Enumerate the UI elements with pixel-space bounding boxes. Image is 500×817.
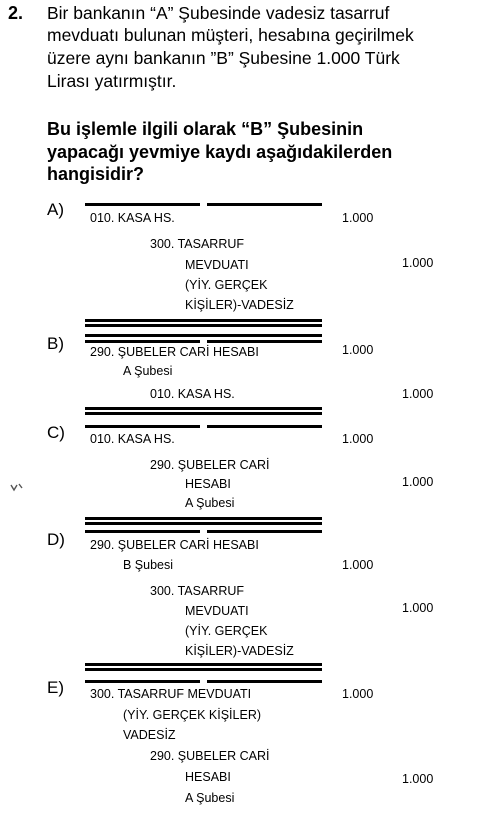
option-c-label[interactable]: C) <box>47 423 65 442</box>
option-c-bottom-rule-2 <box>85 522 322 525</box>
option-a-debit-account: 010. KASA HS. <box>90 211 175 225</box>
question-stem-line-1: Bir bankanın “A” Şubesinde vadesiz tasarruf <box>47 3 390 23</box>
option-e-debit-amount: 1.000 <box>342 687 374 701</box>
option-b-bottom-rule-1 <box>85 407 322 410</box>
option-d-bottom-rule-1 <box>85 663 322 666</box>
option-b-debit-amount: 1.000 <box>342 343 374 357</box>
option-d-debit-line-1: 290. ŞUBELER CARİ HESABI <box>90 538 259 552</box>
option-a-label[interactable]: A) <box>47 200 64 219</box>
option-a-credit-line-4: KİŞİLER)-VADESİZ <box>185 298 294 312</box>
option-b-credit-amount: 1.000 <box>402 387 434 401</box>
question-number: 2. <box>8 3 24 23</box>
question-prompt-line-2: yapacağı yevmiye kaydı aşağıdakilerden <box>47 142 393 162</box>
option-d-label[interactable]: D) <box>47 530 65 549</box>
question-prompt-line-1: Bu işlemle ilgili olarak “B” Şubesinin <box>47 119 364 139</box>
option-d-top-rule-left <box>85 530 200 533</box>
option-c-top-rule-left <box>85 425 200 428</box>
option-b-debit-line-1: 290. ŞUBELER CARİ HESABI <box>90 345 259 359</box>
option-a-bottom-rule-1 <box>85 319 322 322</box>
option-e-credit-line-2: HESABI <box>185 770 231 784</box>
option-b-label[interactable]: B) <box>47 334 64 353</box>
option-c-debit-account: 010. KASA HS. <box>90 432 175 446</box>
option-c-credit-amount: 1.000 <box>402 475 434 489</box>
option-e-credit-line-1: 290. ŞUBELER CARİ <box>150 749 270 763</box>
option-e-credit-line-3: A Şubesi <box>185 791 235 805</box>
option-a-top-rule-left <box>85 203 200 206</box>
option-d-bottom-rule-2 <box>85 668 322 671</box>
question-stem-line-3: üzere aynı bankanın ”B” Şubesine 1.000 Türk <box>47 48 400 68</box>
option-e-debit-line-2: (YİY. GERÇEK KİŞİLER) <box>123 708 262 722</box>
option-b-debit-line-2: A Şubesi <box>123 364 173 378</box>
option-a-top-rule-right <box>207 203 322 206</box>
option-d-credit-line-4: KİŞİLER)-VADESİZ <box>185 644 294 658</box>
option-c-credit-line-2: HESABI <box>185 477 231 491</box>
option-b-credit-account: 010. KASA HS. <box>150 387 235 401</box>
question-stem-line-2: mevduatı bulunan müşteri, hesabına geçirilmek <box>47 25 414 45</box>
option-d-credit-line-2: MEVDUATI <box>185 604 249 618</box>
option-d-top-rule-right <box>207 530 322 533</box>
option-c-top-rule-right <box>207 425 322 428</box>
question-stem-line-4: Lirası yatırmıştır. <box>47 71 177 91</box>
option-e-debit-line-1: 300. TASARRUF MEVDUATI <box>90 687 252 701</box>
option-a-bottom-rule-2 <box>85 324 322 327</box>
option-a-debit-amount: 1.000 <box>342 211 374 225</box>
option-a-credit-line-3: (YİY. GERÇEK <box>185 278 268 292</box>
option-d-debit-line-2: B Şubesi <box>123 558 174 572</box>
question-prompt-line-3: hangisidir? <box>47 164 145 184</box>
option-a-credit-line-2: MEVDUATI <box>185 258 249 272</box>
option-d-credit-line-3: (YİY. GERÇEK <box>185 624 268 638</box>
option-d-debit-amount: 1.000 <box>342 558 374 572</box>
option-e-label[interactable]: E) <box>47 678 64 697</box>
option-c-bottom-rule-1 <box>85 517 322 520</box>
option-e-top-rule-left <box>85 680 200 683</box>
option-b-bottom-rule-2 <box>85 412 322 415</box>
option-d-credit-amount: 1.000 <box>402 601 434 615</box>
option-c-credit-line-3: A Şubesi <box>185 496 235 510</box>
option-d-credit-line-1: 300. TASARRUF <box>150 584 245 598</box>
option-e-debit-line-3: VADESİZ <box>123 728 176 742</box>
option-a-credit-amount: 1.000 <box>402 256 434 270</box>
option-e-top-rule-right <box>207 680 322 683</box>
option-c-debit-amount: 1.000 <box>342 432 374 446</box>
option-b-top-rule-1 <box>85 334 322 337</box>
option-a-credit-line-1: 300. TASARRUF <box>150 237 245 251</box>
option-e-credit-amount: 1.000 <box>402 772 434 786</box>
scan-artifact-mark <box>10 482 24 495</box>
option-c-credit-line-1: 290. ŞUBELER CARİ <box>150 458 270 472</box>
